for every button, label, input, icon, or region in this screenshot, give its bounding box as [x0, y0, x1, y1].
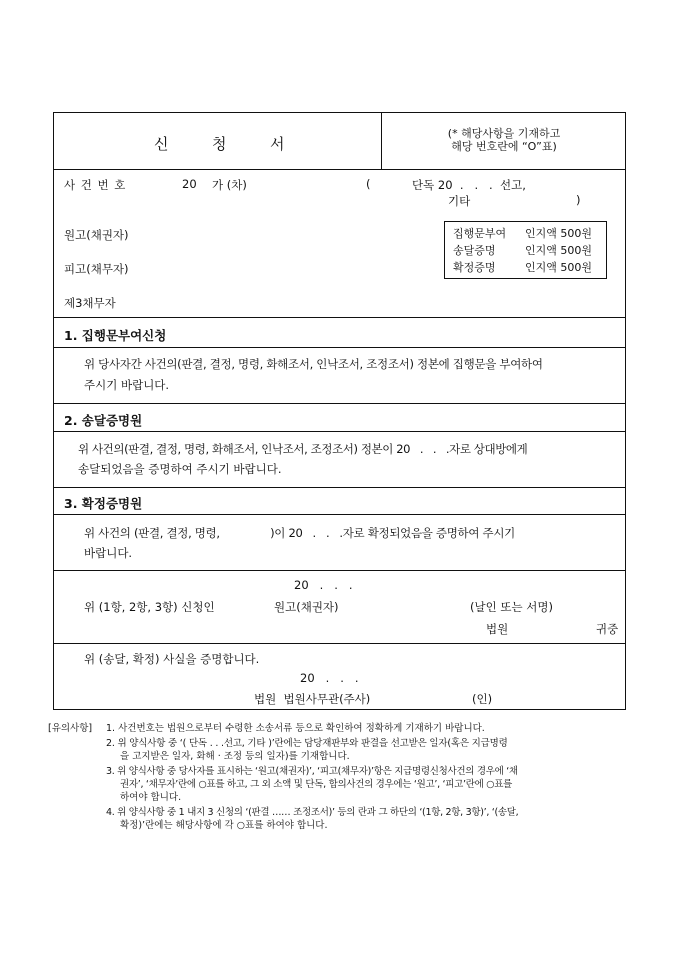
case-year: 20: [182, 177, 197, 191]
divider: [54, 403, 625, 404]
note-line: 확정)’란에는 해당사항에 각 ○표를 하여야 합니다.: [120, 820, 328, 831]
note-line: 을 고지받은 일자, 화해 · 조정 등의 일자)를 기재합니다.: [120, 751, 350, 762]
divider: [54, 431, 625, 432]
applicant-line: 위 (1항, 2항, 3항) 신청인: [84, 600, 215, 614]
certification-seal: (인): [472, 692, 493, 706]
case-close-paren: ): [576, 193, 581, 207]
section-2-line: 위 사건의(판결, 결정, 명령, 화해조서, 인낙조서, 조정조서) 정본이 20 . . .자로 상대방에게: [78, 442, 528, 456]
certification-date: 20 . . .: [300, 671, 359, 685]
case-number-label: 사 건 번 호: [64, 178, 127, 192]
note-line: 3. 위 양식사항 중 당사자를 표시하는 ‘원고(채권자)’, ‘피고(채무자)’항은 지급명령신청사건의 경우에 ‘채: [106, 766, 518, 777]
section-2-line: 송달되었음을 증명하여 주시기 바랍니다.: [78, 462, 282, 476]
note-line: 2. 위 양식사항 중 ‘( 단독 . . .선고, 기타 )’란에는 담당재판부와 판결을 선고받은 일자(혹은 지급명령: [106, 738, 508, 749]
section-1-line: 주시기 바랍니다.: [84, 378, 170, 392]
section-2-title: 2. 송달증명원: [64, 413, 143, 428]
section-1-title: 1. 집행문부여신청: [64, 328, 167, 343]
fee-row: [453, 225, 592, 241]
applicant-date: 20 . . .: [294, 578, 353, 592]
fee-amount: 인지액 500원: [525, 261, 592, 274]
divider: [54, 514, 625, 515]
divider: [54, 487, 625, 488]
fee-name: 확정증명: [453, 261, 496, 274]
notes-label: [유의사항]: [48, 723, 93, 734]
applicant-seal: (날인 또는 서명): [470, 600, 553, 614]
section-3-title: 3. 확정증명원: [64, 496, 143, 511]
divider: [54, 169, 625, 170]
divider: [54, 347, 625, 348]
case-type: 가 (차): [212, 178, 247, 192]
defendant-label: 피고(채무자): [64, 262, 129, 276]
note-line: 4. 위 양식사항 중 1 내지 3 신청의 ‘(판결 …… 조정조서)’ 등의 란과 그 하단의 ‘(1항, 2항, 3항)’, ‘(송달,: [106, 807, 519, 818]
section-3-line: 바랍니다.: [84, 546, 133, 560]
fee-row: [453, 242, 592, 258]
third-debtor-label: 제3채무자: [64, 296, 116, 310]
fee-name: 송달증명: [453, 244, 496, 257]
section-3-line: 위 사건의 (판결, 결정, 명령, )이 20 . . .자로 확정되었음을 증명하여 주시기: [84, 526, 515, 540]
instruction-line: 해당 번호란에 “O”표): [451, 140, 557, 153]
certification-text: 위 (송달, 확정) 사실을 증명합니다.: [84, 652, 260, 666]
case-single-court: 단독 20 . . . 선고,: [412, 178, 526, 192]
section-1-line: 위 당사자간 사건의(판결, 결정, 명령, 화해조서, 인낙조서, 조정조서) 정본에 집행문을 부여하여: [84, 357, 543, 371]
fee-name: 집행문부여: [453, 227, 507, 240]
applicant-role: 원고(채권자): [274, 600, 339, 614]
fee-amount: 인지액 500원: [525, 244, 592, 257]
title-char: 청: [212, 135, 227, 153]
case-other: 기타: [448, 194, 471, 208]
divider: [54, 317, 625, 318]
plaintiff-label: 원고(채권자): [64, 228, 129, 242]
divider: [54, 570, 625, 571]
certification-official: 법원 법원사무관(주사): [254, 692, 371, 706]
fee-box: [444, 221, 607, 279]
fee-amount: 인지액 500원: [525, 227, 592, 240]
title-char: 신: [154, 135, 169, 153]
instruction-line: (* 해당사항을 기재하고: [447, 127, 561, 140]
note-line: 1. 사건번호는 법원으로부터 수령한 소송서류 등으로 확인하여 정확하게 기재하기 바랍니다.: [106, 723, 485, 734]
applicant-court: 법원: [486, 622, 509, 636]
title-char: 서: [270, 135, 285, 153]
divider: [54, 643, 625, 644]
header-instruction: [384, 127, 624, 153]
application-form: [53, 112, 626, 710]
fee-row: [453, 259, 592, 275]
header-divider: [381, 113, 382, 169]
applicant-addressee: 귀중: [596, 622, 619, 636]
case-open-paren: (: [366, 177, 371, 191]
note-line: 하여야 합니다.: [120, 792, 182, 803]
note-line: 권자’, ‘채무자’란에 ○표를 하고, 그 외 소액 및 단독, 합의사건의 경우에는 ‘원고’, ‘피고’란에 ○표를: [120, 779, 512, 790]
